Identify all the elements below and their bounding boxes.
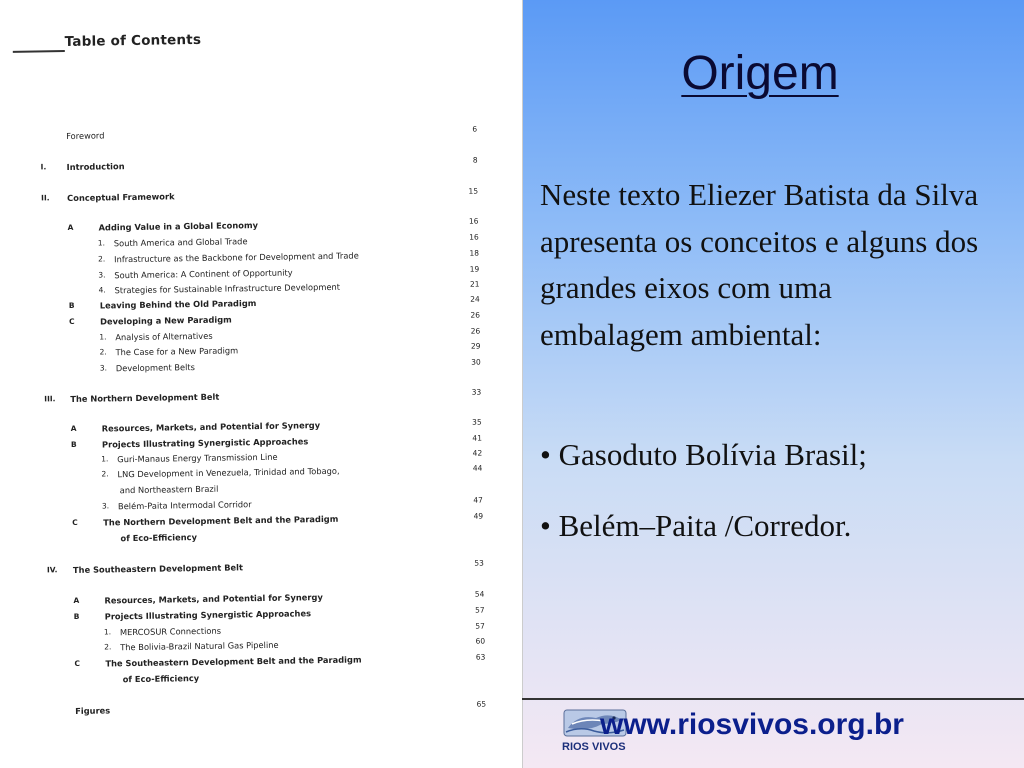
toc-entry-label: Adding Value in a Global Economy — [98, 220, 259, 233]
toc-entry-page-number: 15 — [468, 186, 479, 196]
toc-entry-page-number: 49 — [473, 511, 484, 521]
toc-entry-page-number: 42 — [472, 448, 483, 458]
toc-entry-number: 1. — [99, 332, 107, 342]
toc-entry-label: South America and Global Trade — [113, 236, 248, 249]
toc-entry-number: 4. — [98, 285, 106, 295]
toc-entry-number: 3. — [99, 363, 108, 373]
toc-entry — [0, 387, 522, 409]
toc-entry-page-number: 29 — [470, 341, 481, 351]
toc-entry-number: III. — [44, 394, 56, 404]
toc-entry-number: IV. — [46, 565, 58, 575]
toc-entry-number: C — [68, 316, 75, 326]
toc-entry-label: The Southeastern Development Belt — [72, 562, 244, 575]
toc-entry-label: Strategies for Sustainable Infrastructure Development — [114, 281, 341, 296]
toc-entry-number: B — [73, 611, 80, 621]
toc-entry-page-number: 24 — [470, 294, 480, 304]
toc-entry-page-number: 44 — [472, 463, 483, 473]
toc-entry-label: South America: A Continent of Opportunity — [114, 267, 293, 281]
toc-entry-label: Developing a New Paradigm — [99, 314, 232, 327]
toc-entry-page-number: 26 — [470, 326, 481, 336]
logo-wordmark: RIOS VIVOS — [562, 741, 626, 753]
toc-entry-page-number: 47 — [473, 495, 483, 505]
toc-entry-number: 1. — [101, 454, 109, 464]
toc-entry-page-number: 65 — [476, 699, 487, 709]
toc-entry — [0, 186, 519, 208]
slide-body-text: Neste texto Eliezer Batista da Silva apresenta os conceitos e alguns dos grandes eixos com uma embalagem ambiental: — [540, 177, 979, 352]
toc-entry-label: Infrastructure as the Backbone for Development and Trade — [114, 250, 359, 265]
toc-entry-number: 2. — [104, 642, 112, 652]
toc-entry-page-number: 41 — [472, 433, 483, 443]
toc-entry-label: Resources, Markets, and Potential for Synergy — [104, 592, 323, 606]
toc-entry-page-number: 6 — [472, 124, 478, 134]
toc-entry-page-number: 33 — [471, 387, 482, 397]
toc-entry-page-number: 16 — [469, 232, 479, 242]
toc-entry-number: 3. — [98, 270, 106, 280]
toc-entry-page-number: 19 — [469, 264, 480, 274]
toc-entry-label: Projects Illustrating Synergistic Approaches — [104, 608, 312, 622]
toc-entry-number: C — [74, 658, 81, 668]
toc-entry-page-number: 35 — [472, 417, 482, 427]
toc-heading: Table of Contents — [64, 31, 202, 51]
toc-entry-label: The Bolivia-Brazil Natural Gas Pipeline — [120, 639, 279, 653]
toc-entry-label: Figures — [75, 705, 111, 716]
toc-entry-number: A — [67, 222, 74, 233]
toc-entry-label: Belém-Paita Intermodal Corridor — [117, 499, 252, 512]
bullet-corredor: • Belém–Paita /Corredor. — [540, 508, 852, 543]
toc-entry-number: 2. — [99, 347, 107, 357]
toc-entry-number: 2. — [101, 469, 109, 479]
toc-entry-page-number: 16 — [468, 216, 479, 226]
toc-entry-label: Projects Illustrating Synergistic Approaches — [101, 436, 309, 450]
toc-entry-label: The Case for a New Paradigm — [115, 345, 239, 358]
toc-entry-label: MERCOSUR Connections — [119, 625, 222, 638]
toc-entry-page-number: 57 — [475, 605, 485, 615]
toc-entry-number: II. — [41, 193, 50, 203]
toc-entry-number: I. — [40, 162, 47, 172]
toc-entry-label: The Southeastern Development Belt and the Paradigm — [105, 654, 362, 669]
toc-entry-page-number: 26 — [470, 310, 481, 320]
toc-entry-label: and Northeastern Brazil — [119, 483, 219, 496]
toc-entry-page-number: 8 — [472, 155, 478, 165]
toc-entry — [3, 558, 523, 580]
toc-entry-label: of Eco-Efficiency — [120, 532, 198, 544]
toc-entry-number: B — [68, 300, 75, 310]
toc-entry-number: 1. — [97, 238, 106, 248]
toc-entry-number: 3. — [101, 501, 110, 511]
toc-entry-number: A — [73, 595, 80, 605]
toc-entry-number: A — [70, 423, 77, 433]
toc-entry-page-number: 21 — [469, 279, 480, 289]
toc-entry-label: Resources, Markets, and Potential for Synergy — [101, 420, 321, 434]
toc-entry-label: Analysis of Alternatives — [115, 330, 213, 343]
toc-entry-page-number: 57 — [475, 621, 485, 631]
slide-title: Origem — [681, 47, 839, 100]
toc-entry — [0, 155, 519, 177]
toc-entry — [0, 124, 518, 146]
footer-url-link[interactable]: www.riosvivos.org.br — [600, 708, 904, 741]
toc-entry-label: LNG Development in Venezuela, Trinidad and Tobago, — [117, 465, 340, 480]
toc-entry-number: 1. — [103, 627, 112, 637]
toc-entry-label: Foreword — [66, 130, 105, 142]
toc-entry-number: B — [70, 439, 77, 449]
toc-entry-page-number: 18 — [469, 248, 480, 258]
toc-entry-label: of Eco-Efficiency — [122, 672, 200, 685]
toc-entry-number: 2. — [98, 254, 106, 264]
footer-divider — [522, 698, 1024, 700]
toc-entry-page-number: 63 — [475, 652, 486, 662]
toc-entry-number: C — [72, 517, 78, 527]
toc-entry-label: The Northern Development Belt and the Paradigm — [103, 513, 339, 528]
toc-entry-label: Conceptual Framework — [67, 191, 175, 204]
toc-entry-label: Development Belts — [115, 362, 196, 374]
toc-entry-label: The Northern Development Belt — [70, 391, 220, 404]
toc-entry-page-number: 30 — [471, 357, 481, 367]
toc-entry-label: Leaving Behind the Old Paradigm — [99, 298, 257, 311]
toc-entry-page-number: 53 — [474, 558, 484, 568]
toc-entry-page-number: 54 — [474, 589, 485, 599]
bullet-gasoduto: • Gasoduto Bolívia Brasil; — [540, 437, 867, 472]
toc-entry-label: Guri-Manaus Energy Transmission Line — [117, 451, 278, 465]
toc-entry-label: Introduction — [66, 161, 125, 173]
toc-entry — [5, 699, 523, 721]
toc-entry-page-number: 60 — [475, 636, 486, 646]
